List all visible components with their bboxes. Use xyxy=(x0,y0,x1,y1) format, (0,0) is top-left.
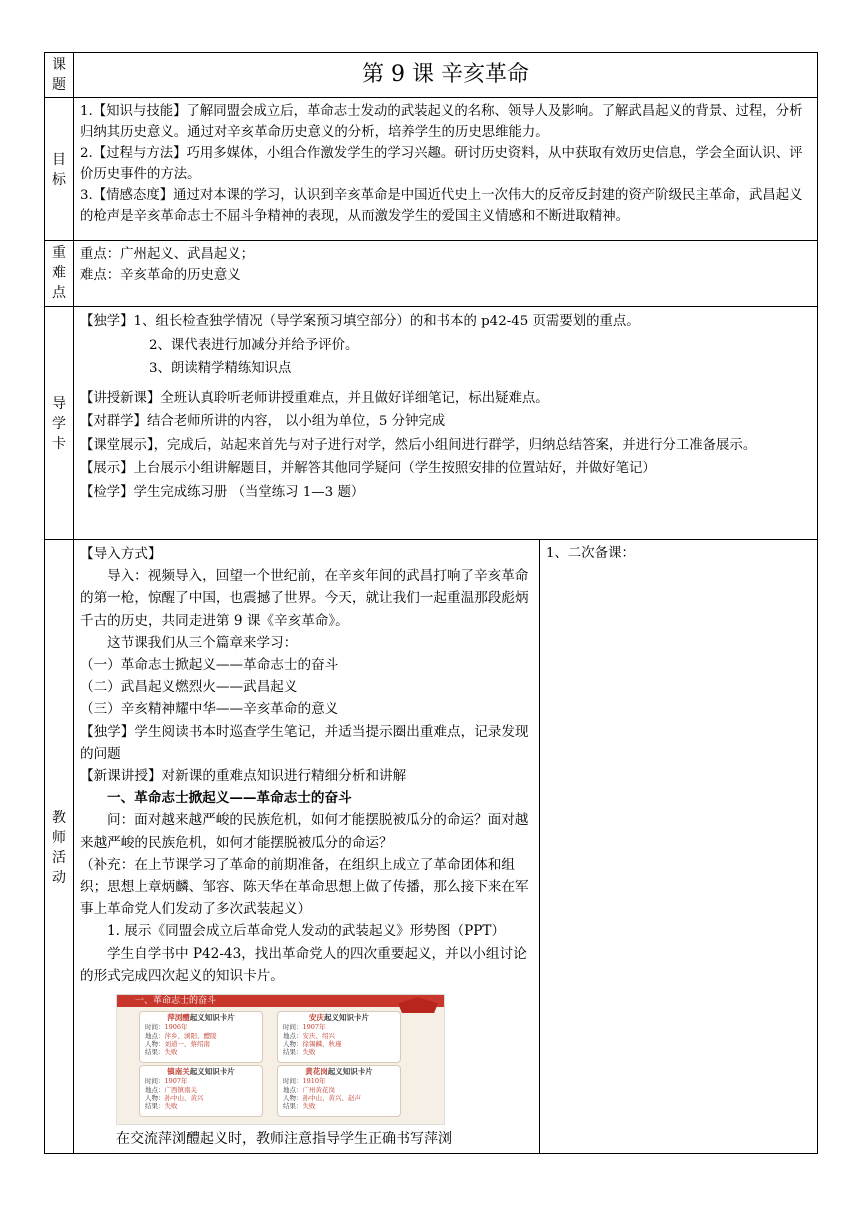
card-suffix: 起义知识卡片 xyxy=(324,1013,369,1023)
card-title xyxy=(145,1068,257,1076)
card-field-place xyxy=(145,1032,257,1040)
card-field-value: 萍乡、浏阳、醴陵 xyxy=(164,1031,217,1040)
label-char: 课 xyxy=(52,57,66,73)
label-char: 师 xyxy=(52,829,66,846)
card-field-place xyxy=(145,1086,257,1094)
card-field-value: 1906年 xyxy=(164,1023,188,1032)
card-field-label: 地点： xyxy=(283,1085,303,1094)
guide-item: 【独学】1、组长检查独学情况（导学案预习填空部分）的和书本的 p42-45 页需要划的重点。 xyxy=(80,314,640,329)
card-field-time xyxy=(283,1077,395,1085)
card-field-value: 孙中山、黄兴、赵声 xyxy=(302,1093,361,1102)
card-field-result xyxy=(145,1048,257,1056)
activity-line: 这节课我们从三个篇章来学习： xyxy=(107,634,298,651)
card-field-value: 1907年 xyxy=(302,1023,326,1032)
guide-card-row xyxy=(45,307,818,540)
activity-line: （三）辛亥精神耀中华——辛亥革命的意义 xyxy=(80,701,339,718)
label-char: 教 xyxy=(52,809,66,826)
card-field-value: 安庆、绍兴 xyxy=(302,1031,335,1040)
activity-line: 问：面对越来越严峻的民族危机，如何才能摆脱被瓜分的命运？面对越来越严峻的民族危机，如何才能摆脱被瓜分的命运？ xyxy=(80,812,529,851)
card-field-people xyxy=(145,1040,257,1048)
card-name: 黄花岗 xyxy=(305,1067,328,1077)
goal-item: 1.【知识与技能】了解同盟会成立后，革命志士发动的武装起义的名称、领导人及影响。了解武昌起义的背景、过程，分析归纳其历史意义。通过对辛亥革命历史意义的分析，培养学生的历史思维能力。 xyxy=(80,104,803,140)
label-char: 活 xyxy=(52,849,66,866)
label-char: 导 xyxy=(52,396,66,412)
card-field-result xyxy=(283,1102,395,1110)
goals-row xyxy=(45,98,818,241)
card-name: 安庆 xyxy=(309,1013,324,1023)
slide-caption: 在交流萍浏醴起义时，教师注意指导学生正确书写萍浏 xyxy=(116,1131,452,1148)
card-field-value: 刘道一、蔡绍南 xyxy=(164,1039,210,1048)
goals-label xyxy=(45,98,74,241)
label-char: 卡 xyxy=(52,436,66,452)
card-field-label: 结果： xyxy=(145,1102,165,1111)
card-field-label: 时间： xyxy=(283,1023,303,1032)
card-field-label: 地点： xyxy=(145,1031,165,1040)
card-field-value: 徐锡麟、秋瑾 xyxy=(302,1039,342,1048)
card-field-result xyxy=(145,1102,257,1110)
section-heading: 一、革命志士掀起义——革命志士的奋斗 xyxy=(107,790,352,807)
activity-line: （一）革命志士掀起义——革命志士的奋斗 xyxy=(80,657,339,674)
guide-card-content xyxy=(74,307,818,540)
card-field-place xyxy=(283,1086,395,1094)
guide-item: 【对群学】结合老师所讲的内容， 以小组为单位，5 分钟完成 xyxy=(80,414,446,429)
teacher-activity-row xyxy=(45,540,818,1154)
activity-line: 导入：视频导入，回望一个世纪前，在辛亥年间的武昌打响了辛亥革命的第一枪，惊醒了中国，也震撼了世界。今天，就让我们一起重温那段彪炳千古的历史，共同走进第 9 课《辛亥革命》。 xyxy=(80,568,529,629)
card-field-time xyxy=(145,1023,257,1031)
lesson-plan-table xyxy=(44,52,818,1154)
card-field-label: 结果： xyxy=(283,1048,303,1057)
label-char: 难 xyxy=(52,265,66,281)
card-field-time xyxy=(145,1077,257,1085)
card-field-label: 时间： xyxy=(283,1077,303,1086)
goal-item: 3.【情感态度】通过对本课的学习，认识到辛亥革命是中国近代史上一次伟大的反帝反封建的资产阶级民主革命，武昌起义的枪声是辛亥革命志士不屈斗争精神的表现，从而激发学生的爱国主义情感和不断进取精神。 xyxy=(80,188,803,224)
activity-line: （补充：在上节课学习了革命的前期准备，在组织上成立了革命团体和组织；思想上章炳麟、邹容、陈天华在革命思想上做了传播，那么接下来在军事上革命党人们发动了多次武装起义） xyxy=(80,856,529,918)
knowledge-card-slide xyxy=(116,994,445,1125)
card-field-value: 失败 xyxy=(164,1048,178,1057)
card-suffix: 起义知识卡片 xyxy=(189,1013,235,1023)
card-field-value: 失败 xyxy=(302,1102,316,1111)
card-field-value: 1910年 xyxy=(302,1077,326,1086)
guide-item: 2、课代表进行加减分并给予评价。 xyxy=(149,337,359,353)
key-point: 难点：辛亥革命的历史意义 xyxy=(80,268,241,283)
card-field-label: 人物： xyxy=(145,1093,165,1102)
card-suffix: 起义知识卡片 xyxy=(327,1067,373,1077)
guide-item: 【课堂展示】，完成后，站起来首先与对子进行对学，然后小组间进行群学，归纳总结答案，并进行分工准备展示。 xyxy=(80,437,757,453)
activity-line: 学生自学书中 P42-43，找出革命党人的四次重要起义，并以小组讨论的形式完成四次起义的知识卡片。 xyxy=(80,945,527,984)
slide-header-bar xyxy=(117,995,444,1007)
activity-line: 【新课讲授】对新课的重难点知识进行精细分析和讲解 xyxy=(80,768,407,785)
card-name: 萍浏醴 xyxy=(167,1013,190,1023)
activity-line: 【导入方式】 xyxy=(80,546,162,562)
label-char: 标 xyxy=(52,172,66,188)
card-field-label: 结果： xyxy=(145,1048,165,1057)
card-field-value: 广州黄花岗 xyxy=(302,1085,335,1094)
card-field-value: 失败 xyxy=(164,1102,178,1111)
topic-row xyxy=(45,53,818,98)
guide-item: 【展示】上台展示小组讲解题目，并解答其他同学疑问（学生按照安排的位置站好，并做好笔记） xyxy=(80,461,656,476)
goals-content xyxy=(74,98,818,241)
card-field-value: 1907年 xyxy=(164,1077,188,1086)
card-field-people xyxy=(283,1040,395,1048)
second-prep-cell xyxy=(540,540,818,1154)
card-field-value: 广西镇南关 xyxy=(164,1085,197,1094)
card-field-people xyxy=(283,1094,395,1102)
goal-item: 2.【过程与方法】巧用多媒体，小组合作激发学生的学习兴趣。研讨历史资料，从中获取有效历史信息，学会全面认识、评价历史事件的方法。 xyxy=(80,146,803,182)
card-field-label: 结果： xyxy=(283,1102,303,1111)
card-field-label: 人物： xyxy=(283,1039,303,1048)
activity-line: （二）武昌起义燃烈火——武昌起义 xyxy=(80,679,298,696)
card-field-label: 地点： xyxy=(145,1085,165,1094)
card-field-people xyxy=(145,1094,257,1102)
card-field-label: 人物： xyxy=(145,1039,165,1048)
guide-card-label xyxy=(45,307,74,540)
card-title xyxy=(145,1014,257,1022)
label-char: 题 xyxy=(52,77,66,93)
card-field-place xyxy=(283,1032,395,1040)
key-points-label xyxy=(45,241,74,307)
card-title xyxy=(283,1014,395,1022)
label-char: 点 xyxy=(52,285,66,301)
card-suffix: 起义知识卡片 xyxy=(189,1067,235,1077)
key-points-row xyxy=(45,241,818,307)
card-field-label: 地点： xyxy=(283,1031,303,1040)
card-field-value: 失败 xyxy=(302,1048,316,1057)
guide-item: 3、朗读精学精练知识点 xyxy=(149,361,292,376)
card-title xyxy=(283,1068,395,1076)
card-field-value: 孙中山、黄兴 xyxy=(164,1093,204,1102)
knowledge-card xyxy=(139,1011,263,1063)
lesson-title: 第 9 课 辛亥革命 xyxy=(74,53,818,98)
guide-item: 【讲授新课】全班认真聆听老师讲授重难点，并且做好详细笔记，标出疑难点。 xyxy=(80,390,549,406)
card-field-label: 时间： xyxy=(145,1077,165,1086)
teacher-activity-label xyxy=(45,540,74,1154)
activity-line: 【独学】学生阅读书本时巡查学生笔记，并适当提示圈出重难点，记录发现的问题 xyxy=(80,723,529,762)
teacher-activity-content xyxy=(74,540,540,1154)
knowledge-card xyxy=(139,1065,263,1117)
label-char: 学 xyxy=(52,416,66,432)
label-char: 目 xyxy=(52,152,66,168)
label-char: 重 xyxy=(52,245,66,261)
card-field-time xyxy=(283,1023,395,1031)
label-char: 动 xyxy=(52,869,66,886)
card-name: 镇南关 xyxy=(167,1067,190,1077)
knowledge-card xyxy=(277,1011,401,1063)
activity-line: 1. 展示《同盟会成立后革命党人发动的武装起义》形势图（PPT） xyxy=(107,923,506,940)
key-point: 重点：广州起义、武昌起义； xyxy=(80,247,255,262)
guide-item: 【检学】学生完成练习册 （当堂练习 1—3 题） xyxy=(80,484,365,500)
slide-header: 一、革命志士的奋斗 xyxy=(135,996,217,1007)
knowledge-card xyxy=(277,1065,401,1117)
card-field-result xyxy=(283,1048,395,1056)
topic-label xyxy=(45,53,74,98)
key-points-content xyxy=(74,241,818,307)
card-field-label: 人物： xyxy=(283,1093,303,1102)
second-prep-label: 1、二次备课： xyxy=(546,546,635,561)
card-field-label: 时间： xyxy=(145,1023,165,1032)
